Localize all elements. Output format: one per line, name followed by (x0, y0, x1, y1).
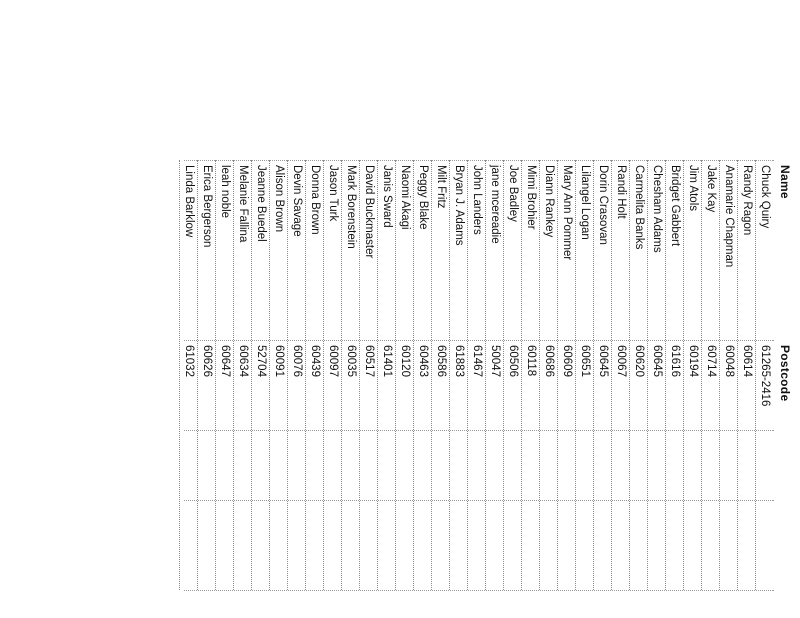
person-name: Milt Fritz (435, 165, 447, 209)
person-name: David Buckmaster (363, 165, 375, 259)
person-name: Bryan J. Adams (453, 165, 465, 246)
table-row (755, 160, 774, 590)
postcode-value: 60586 (435, 345, 447, 377)
table-row (323, 160, 342, 590)
postcode-value: 61616 (669, 345, 681, 377)
person-name: Mimi Brohier (525, 165, 537, 230)
table-row (701, 160, 720, 590)
column-guide-line (184, 500, 774, 501)
table-row (251, 160, 270, 590)
person-name: Anamarie Chapman (723, 165, 735, 268)
postcode-value: 60614 (741, 345, 753, 377)
column-guide-line (184, 590, 774, 591)
table-row (179, 160, 198, 590)
person-name: leah noble (219, 165, 231, 219)
postcode-value: 61467 (471, 345, 483, 377)
table-row (341, 160, 360, 590)
postcode-value: 50047 (489, 345, 501, 377)
postcode-column-header: Postcode (778, 345, 792, 402)
person-name: Jim Atols (687, 165, 699, 212)
column-guide-line (184, 430, 774, 431)
table-row (503, 160, 522, 590)
person-name: John Landers (471, 165, 483, 235)
column-guide-line (184, 160, 774, 161)
person-name: Diann Rankey (543, 165, 555, 238)
person-name: Erica Bergerson (201, 165, 213, 248)
table-row (413, 160, 432, 590)
table-row (647, 160, 666, 590)
person-name: Peggy Blake (417, 165, 429, 230)
postcode-value: 60620 (633, 345, 645, 377)
table-row (485, 160, 504, 590)
postcode-value: 60048 (723, 345, 735, 377)
postcode-value: 60035 (345, 345, 357, 377)
table-row (683, 160, 702, 590)
postcode-value: 60714 (705, 345, 717, 377)
column-guide-line (184, 340, 774, 341)
table-row (719, 160, 738, 590)
person-name: Mary Ann Pommer (561, 165, 573, 261)
table-row (359, 160, 378, 590)
person-name: Alison Brown (273, 165, 285, 233)
person-name: Melanie Fallina (237, 165, 249, 243)
person-name: jane mcereadie (489, 165, 501, 244)
table-row (467, 160, 486, 590)
table-row (449, 160, 468, 590)
postcode-value: 60647 (219, 345, 231, 377)
postcode-value: 60091 (273, 345, 285, 377)
name-column-header: Name (778, 165, 792, 199)
person-name: Naomi Akagi (399, 165, 411, 230)
table-row (593, 160, 612, 590)
table-row (521, 160, 540, 590)
postcode-value: 61883 (453, 345, 465, 377)
postcode-value: 61401 (381, 345, 393, 377)
person-name: Janis Sward (381, 165, 393, 228)
person-name: Dorin Crasovan (597, 165, 609, 245)
postcode-value: 60076 (291, 345, 303, 377)
postcode-value: 60194 (687, 345, 699, 377)
table-row (233, 160, 252, 590)
person-name: Randy Ragon (741, 165, 753, 236)
person-name: Jake Kay (705, 165, 717, 213)
table-row (737, 160, 756, 590)
person-name: Chesham Adams (651, 165, 663, 253)
table-row (215, 160, 234, 590)
postcode-value: 60626 (201, 345, 213, 377)
table-row (575, 160, 594, 590)
postcode-value: 60097 (327, 345, 339, 377)
postcode-value: 60463 (417, 345, 429, 377)
table-row (665, 160, 684, 590)
table-row (287, 160, 306, 590)
person-name: Randi Holt (615, 165, 627, 219)
postcode-value: 60118 (525, 345, 537, 377)
person-name: Mark Borenstein (345, 165, 357, 249)
postcode-value: 60645 (597, 345, 609, 377)
table-row (377, 160, 396, 590)
table-row (557, 160, 576, 590)
postcode-value: 60609 (561, 345, 573, 377)
person-name: Devin Savage (291, 165, 303, 237)
table-row (197, 160, 216, 590)
postcode-value: 60517 (363, 345, 375, 377)
postcode-value: 61265-2416 (759, 345, 771, 407)
table-row (395, 160, 414, 590)
person-name: Bridget Gabbert (669, 165, 681, 247)
postcode-value: 60686 (543, 345, 555, 377)
postcode-value: 60439 (309, 345, 321, 377)
person-name: Lilangel Logan (579, 165, 591, 240)
person-name: Linda Barklow (183, 165, 195, 238)
postcode-value: 52704 (255, 345, 267, 377)
postcode-value: 60506 (507, 345, 519, 377)
table-row (539, 160, 558, 590)
person-name: Carmelita Banks (633, 165, 645, 250)
person-name: Donna Brown (309, 165, 321, 235)
postcode-value: 60067 (615, 345, 627, 377)
table-row (611, 160, 630, 590)
person-name: Jason Turk (327, 165, 339, 222)
person-name: Jeanne Buedel (255, 165, 267, 242)
table-row (431, 160, 450, 590)
table-row (305, 160, 324, 590)
postcode-value: 61032 (183, 345, 195, 377)
postcode-value: 60120 (399, 345, 411, 377)
postcode-value: 60634 (237, 345, 249, 377)
table-row (269, 160, 288, 590)
person-name: Chuck Quiry (759, 165, 771, 229)
postcode-value: 60645 (651, 345, 663, 377)
person-name: Joe Badley (507, 165, 519, 222)
table-row (629, 160, 648, 590)
postcode-value: 60651 (579, 345, 591, 377)
